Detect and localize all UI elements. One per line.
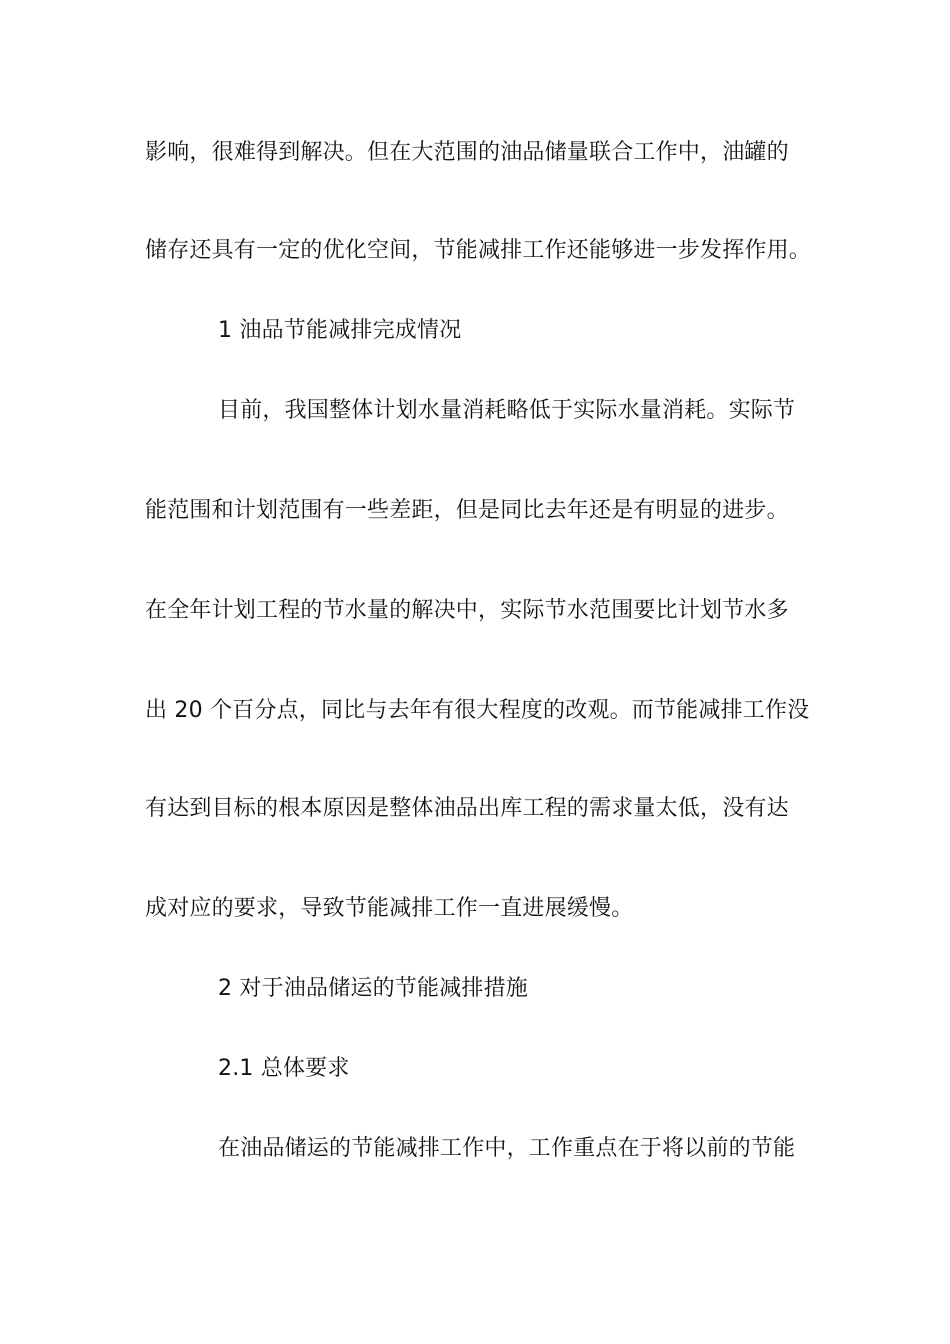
paragraph-line: 目前，我国整体计划水量消耗略低于实际水量消耗。实际节 [218, 398, 796, 423]
paragraph-line: 影响，很难得到解决。但在大范围的油品储量联合工作中，油罐的 [145, 140, 789, 165]
paragraph-line: 能范围和计划范围有一些差距，但是同比去年还是有明显的进步。 [145, 498, 789, 523]
paragraph-line: 成对应的要求，导致节能减排工作一直进展缓慢。 [145, 896, 634, 921]
section-heading: 1 油品节能减排完成情况 [218, 318, 462, 343]
subsection-heading: 2.1 总体要求 [218, 1056, 350, 1081]
section-heading: 2 对于油品储运的节能减排措施 [218, 976, 528, 1001]
paragraph-line: 出 20 个百分点，同比与去年有很大程度的改观。而节能减排工作没 [145, 698, 810, 723]
paragraph-line: 有达到目标的根本原因是整体油品出库工程的需求量太低，没有达 [145, 796, 789, 821]
paragraph-line: 在油品储运的节能减排工作中，工作重点在于将以前的节能 [218, 1136, 796, 1161]
paragraph-line: 在全年计划工程的节水量的解决中，实际节水范围要比计划节水多 [145, 598, 789, 623]
paragraph-line: 储存还具有一定的优化空间，节能减排工作还能够进一步发挥作用。 [145, 238, 812, 263]
